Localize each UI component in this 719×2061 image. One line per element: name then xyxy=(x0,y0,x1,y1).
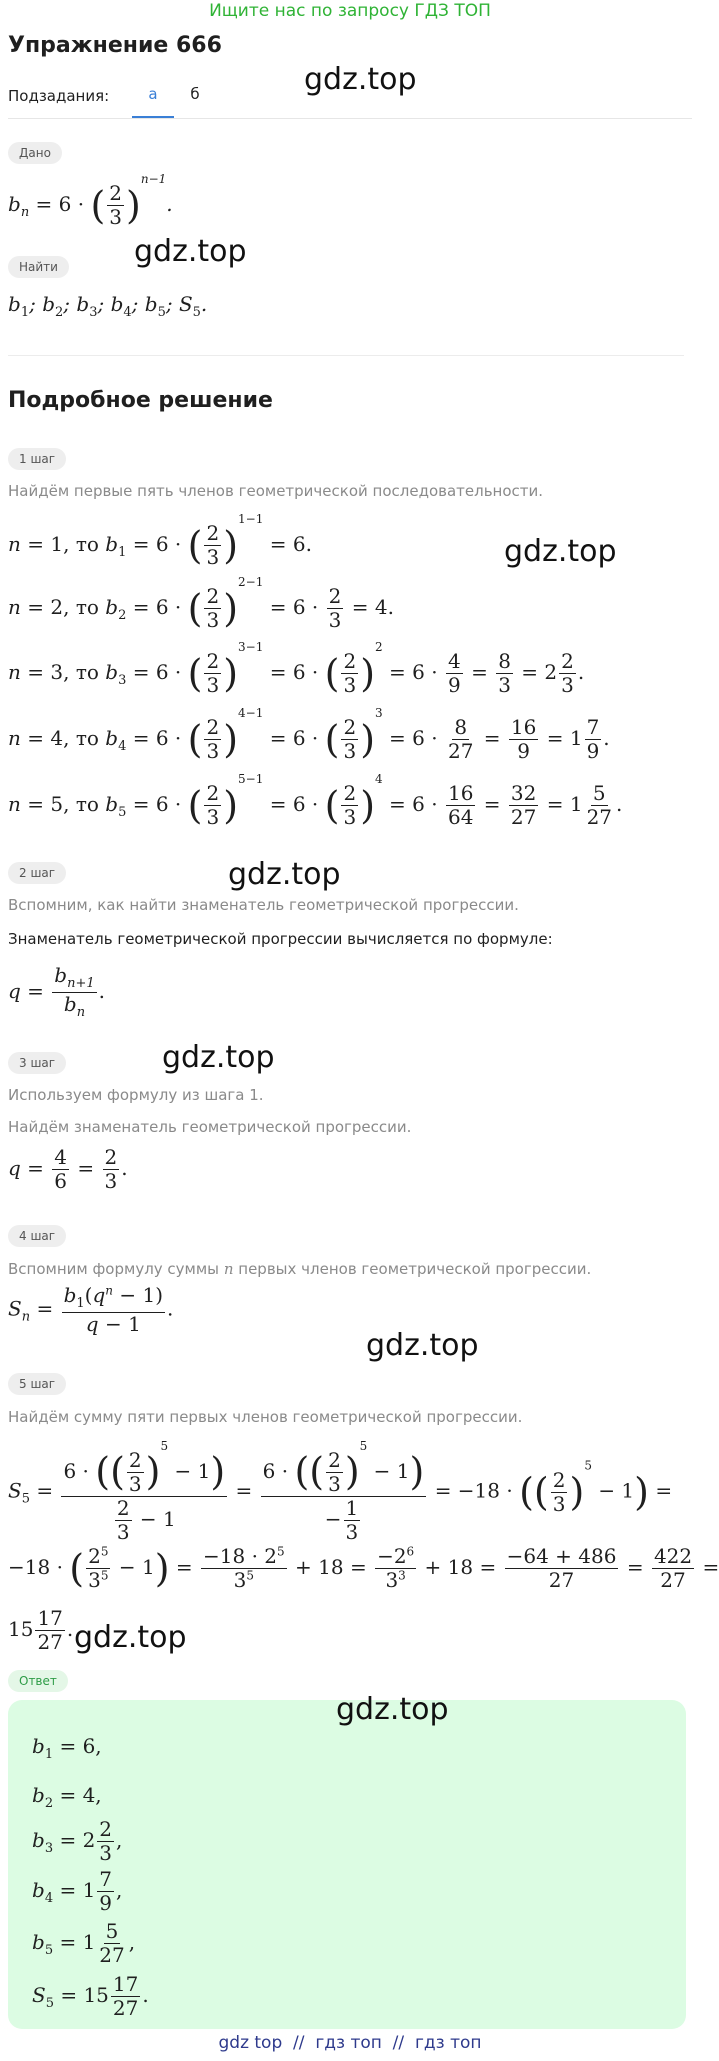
subtasks-label: Подзадания: xyxy=(8,87,110,105)
answer-b2: $b_2 = 4$, xyxy=(32,1783,102,1811)
to-word: то xyxy=(75,660,99,684)
step-5-line-2: −18 · ( $\frac{2^5}{3^5}$ − 1) = $\frac{-18 \cdot 2^5}{3^5}$ + 18 = $\frac{-2^6}{3^3}$ + 18 = $\frac{-64 + 486}{27}$ = $\frac{422}{27}$ = xyxy=(8,1544,719,1592)
find-formula: $b_1$; $b_2$; $b_3$; $b_4$; $b_5$; $S_5$. xyxy=(8,292,208,320)
step-1-line-1: n = 1, то $b_1 = 6$ · ( $\frac{2}{3}$ )$^{1-1}$ = 6. xyxy=(8,512,312,569)
watermark: gdz.top xyxy=(304,62,417,97)
step-2-text: Знаменатель геометрической прогрессии вычисляется по формуле: xyxy=(8,930,553,948)
step-4-hint: Вспомним формулу суммы n первых членов геометрической прогрессии. xyxy=(8,1260,592,1278)
find-chip: Найти xyxy=(8,256,69,278)
step-5-chip: 5 шаг xyxy=(8,1373,66,1395)
watermark: gdz.top xyxy=(366,1328,479,1363)
given-formula: $b_n = 6$ · ( $\frac{2}{3}$ )$^{n-1}$. xyxy=(8,172,173,229)
to-word: то xyxy=(75,532,99,556)
watermark: gdz.top xyxy=(162,1040,275,1075)
tab-b[interactable]: б xyxy=(190,85,200,103)
page-title: Упражнение 666 xyxy=(8,33,222,58)
step-5-hint: Найдём сумму пяти первых членов геометрической прогрессии. xyxy=(8,1408,523,1426)
step-2-hint: Вспомним, как найти знаменатель геометрической прогрессии. xyxy=(8,896,519,914)
answer-chip: Ответ xyxy=(8,1670,68,1692)
step-5-line-1: $S_5$ = 6 · (( $\frac{2}{3}$ )$^5$ − 1) $\frac{2}{3}$ − 1 = 6 · (( $\frac{2}{3}$ )$^5$ − 1) − $\frac{1}{3}$ = −18 · (( $\frac{2}{3}$ )$^5$ − 1) = xyxy=(8,1439,673,1544)
answer-b4: $b_4 = 1$ $\frac{7}{9}$ , xyxy=(32,1867,123,1915)
to-word: то xyxy=(75,792,99,816)
step-2-chip: 2 шаг xyxy=(8,862,66,884)
tab-a[interactable]: а xyxy=(132,74,174,118)
watermark: gdz.top xyxy=(336,1692,449,1727)
step-1-hint: Найдём первые пять членов геометрической последовательности. xyxy=(8,482,544,500)
divider xyxy=(8,355,684,356)
step-4-chip: 4 шаг xyxy=(8,1225,66,1247)
step-1-line-3: n = 3, то $b_3 = 6$ · ( $\frac{2}{3}$ )$^{3-1}$ = 6 · ( $\frac{2}{3}$ )$^2$ = 6 · $\frac{4}{9}$ = $\frac{8}{3}$ = 2 $\frac{2}{3}$ . xyxy=(8,640,585,697)
step-1-line-4: n = 4, то $b_4 = 6$ · ( $\frac{2}{3}$ )$^{4-1}$ = 6 · ( $\frac{2}{3}$ )$^3$ = 6 · $\frac{8}{27}$ = $\frac{16}{9}$ = 1 $\frac{7}{9}$ . xyxy=(8,706,610,763)
step-2-formula: q = $\frac{b_{n+1}}{b_n}$ . xyxy=(8,963,106,1020)
answer-b3: $b_3 = 2$ $\frac{2}{3}$ , xyxy=(32,1817,123,1865)
footer-links[interactable]: gdz top // гдз топ // гдз топ xyxy=(218,2033,482,2053)
step-3-chip: 3 шаг xyxy=(8,1052,66,1074)
step-1-line-5: n = 5, то $b_5 = 6$ · ( $\frac{2}{3}$ )$^{5-1}$ = 6 · ( $\frac{2}{3}$ )$^4$ = 6 · $\frac{16}{64}$ = $\frac{32}{27}$ = 1 $\frac{5}{27}$ . xyxy=(8,772,623,829)
to-word: то xyxy=(75,726,99,750)
step-3-formula: q = $\frac{4}{6}$ = $\frac{2}{3}$ . xyxy=(8,1145,128,1193)
step-5-line-3: 15 $\frac{17}{27}$ . xyxy=(8,1606,74,1654)
search-banner[interactable]: Ищите нас по запросу ГДЗ ТОП xyxy=(209,1,491,21)
watermark: gdz.top xyxy=(504,534,617,569)
watermark: gdz.top xyxy=(74,1620,187,1655)
given-chip: Дано xyxy=(8,142,62,164)
answer-b1: $b_1 = 6$, xyxy=(32,1734,102,1762)
step-1-line-2: n = 2, то $b_2 = 6$ · ( $\frac{2}{3}$ )$^{2-1}$ = 6 · $\frac{2}{3}$ = 4. xyxy=(8,575,394,632)
step-3-hint-2: Найдём знаменатель геометрической прогрессии. xyxy=(8,1118,412,1136)
step-4-formula: $S_n$ = $\frac{b_1(q^n - 1)}{q - 1}$ . xyxy=(8,1283,174,1336)
solution-title: Подробное решение xyxy=(8,388,273,413)
answer-s5: $S_5 = 15$ $\frac{17}{27}$ . xyxy=(32,1972,149,2020)
to-word: то xyxy=(75,595,99,619)
watermark: gdz.top xyxy=(134,234,247,269)
watermark: gdz.top xyxy=(228,857,341,892)
step-3-hint: Используем формулу из шага 1. xyxy=(8,1086,264,1104)
step-1-chip: 1 шаг xyxy=(8,448,66,470)
answer-b5: $b_5 = 1$ $\frac{5}{27}$ , xyxy=(32,1919,136,1967)
